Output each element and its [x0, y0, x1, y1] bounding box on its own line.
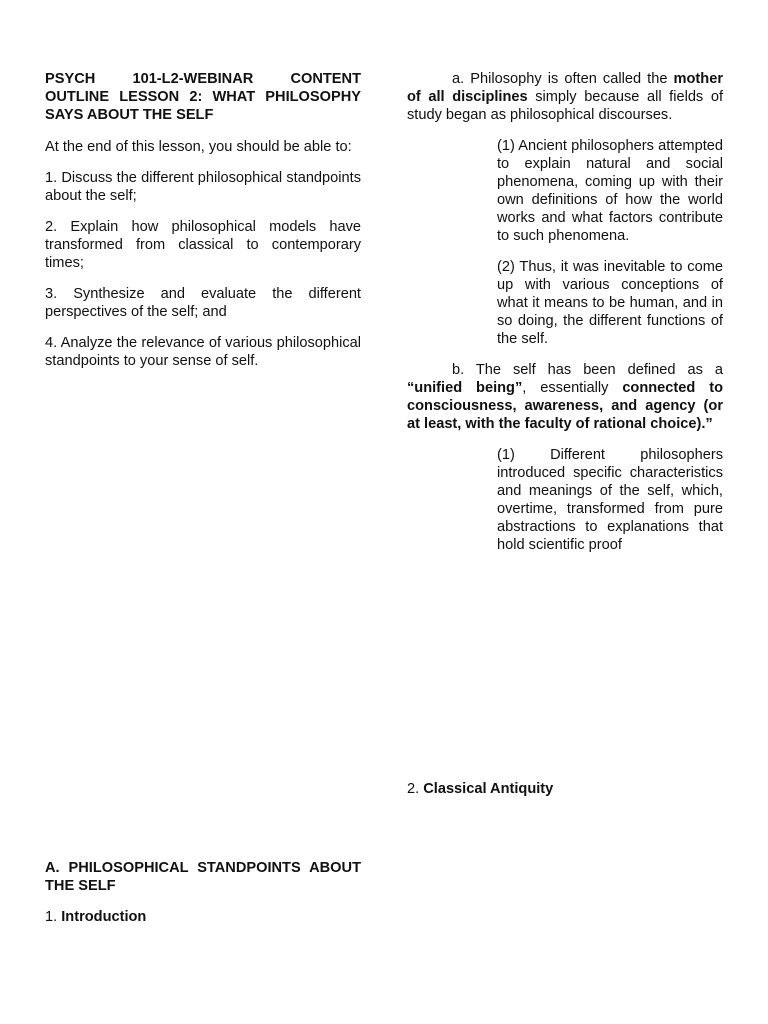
point-a-emphasis: mother of all disciplines — [407, 71, 723, 105]
point-b-text-mid: , essentially — [522, 380, 623, 396]
objective-3: 3. Synthesize and evaluate the different perspectives of the self; and — [45, 286, 361, 320]
lesson-title: PSYCH 101-L2-WEBINAR CONTENT OUTLINE LESSON 2: WHAT PHILOSOPHY SAYS ABOUT THE SELF — [45, 71, 361, 123]
point-a-text-end: simply because all fields of study began as philosophical discourses. — [407, 89, 724, 123]
section-a-heading: A. PHILOSOPHICAL STANDPOINTS ABOUT THE SELF — [45, 860, 361, 894]
left-column — [45, 70, 361, 383]
point-a-1: (1) Ancient philosophers attempted to explain natural and social phenomena, coming up with their own definitions of how the world works and what factors contribute to such phenomena. — [497, 138, 723, 244]
right-column — [407, 70, 723, 567]
item-2-number: 2. — [407, 781, 424, 797]
item-1-label: Introduction — [61, 909, 147, 925]
point-b — [407, 361, 723, 433]
point-b-1: (1) Different philosophers introduced specific characteristics and meanings of the self, which, overtime, transformed from pure abstractions to explanations that hold scientific proof — [497, 447, 723, 553]
objective-2: 2. Explain how philosophical models have transformed from classical to contemporary times; — [45, 219, 361, 271]
item-1-heading — [45, 908, 361, 926]
intro-text: At the end of this lesson, you should be able to: — [45, 139, 352, 155]
objective-1: 1. Discuss the different philosophical standpoints about the self; — [45, 170, 361, 204]
objective-4: 4. Analyze the relevance of various philosophical standpoints to your sense of self. — [45, 335, 361, 369]
point-b-text: b. The self has been defined as a — [452, 362, 723, 378]
item-1-number: 1. — [45, 909, 62, 925]
point-b-emphasis-1: “unified being” — [407, 380, 523, 396]
point-b-emphasis-2: connected to consciousness, awareness, and agency (or at least, with the faculty of rational choice).” — [407, 380, 723, 432]
item-2-label: Classical Antiquity — [423, 781, 554, 797]
point-a-text: a. Philosophy is often called the — [452, 71, 674, 87]
point-a — [407, 70, 723, 124]
item-2-heading — [407, 780, 723, 798]
point-a-2: (2) Thus, it was inevitable to come up with various conceptions of what it means to be human, and in so doing, the different functions of the self. — [497, 259, 723, 347]
